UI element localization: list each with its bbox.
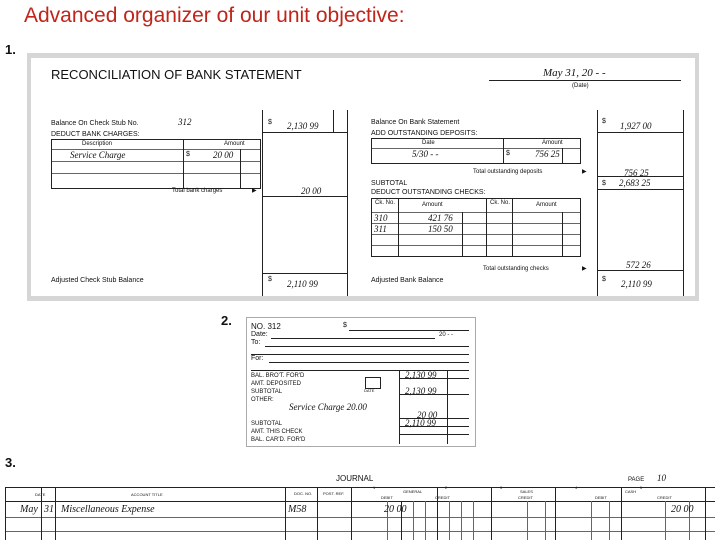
column-number: 3 — [500, 485, 503, 490]
deposit-date-caption: DATE — [364, 388, 375, 393]
doc-no-column-header: DOC. NO. — [294, 491, 313, 496]
journal-title: JOURNAL — [336, 474, 374, 483]
subtotal-label: SUBTOTAL — [371, 180, 408, 187]
bank-statement-balance-label: Balance On Bank Statement — [371, 119, 460, 126]
check-row-no: 310 — [374, 213, 388, 223]
stub-other-value: 20 00 — [417, 410, 438, 420]
journal-entry-day: 31 — [44, 504, 54, 515]
reconciliation-date: May 31, 20 - - — [543, 67, 606, 79]
journal-entry-cash-credit: 20 00 — [671, 504, 694, 515]
stub-year-suffix: 20 - - — [439, 332, 454, 338]
journal-table — [5, 487, 715, 540]
adjusted-check-stub-amount: 2,110 99 — [287, 279, 318, 289]
journal-entry-general-debit: 20 00 — [384, 504, 407, 515]
amount-deposited-label: AMT. DEPOSITED — [251, 381, 302, 387]
stub-subtotal-value: 2,130 99 — [405, 386, 437, 396]
column-number: 2 — [445, 485, 448, 490]
total-checks-amount: 572 26 — [626, 260, 651, 270]
stub-number: NO. 312 — [251, 322, 281, 331]
outstanding-checks-table — [371, 198, 581, 257]
deposit-amount: 756 25 — [535, 149, 560, 159]
journal-page-number: 10 — [657, 473, 666, 483]
bal-brought-forward-value: 2,130 99 — [405, 370, 437, 380]
credit-column-header: CREDIT — [657, 495, 672, 500]
service-charge-description: Service Charge — [70, 150, 126, 160]
journal-entry-account: Miscellaneous Expense — [61, 504, 155, 515]
check-number-header: Ck. No. — [490, 200, 511, 206]
arrow-icon: ▶ — [582, 266, 587, 272]
amount-header: Amount — [224, 141, 245, 147]
description-header: Description — [82, 141, 113, 147]
date-caption: (Date) — [572, 83, 589, 89]
check-row-no: 311 — [374, 224, 387, 234]
check-stub-number: 312 — [178, 117, 192, 127]
stub-other-label: OTHER: — [251, 397, 274, 403]
dollar-sign: $ — [343, 322, 347, 329]
total-checks-label: Total outstanding checks — [483, 266, 549, 272]
section-number-3: 3. — [5, 455, 16, 470]
check-stub — [246, 317, 476, 447]
deduct-outstanding-checks-heading: DEDUCT OUTSTANDING CHECKS: — [371, 189, 486, 196]
page-heading: Advanced organizer of our unit objective: — [24, 4, 405, 27]
check-row-amount: 421 76 — [428, 213, 453, 223]
check-stub-balance-label: Balance On Check Stub No. — [51, 120, 139, 127]
dollar-sign: $ — [602, 276, 606, 283]
deduct-bank-charges-heading: DEDUCT BANK CHARGES: — [51, 131, 140, 138]
cash-column-header: CASH — [625, 489, 637, 494]
add-outstanding-deposits-heading: ADD OUTSTANDING DEPOSITS: — [371, 130, 478, 137]
dollar-sign: $ — [268, 276, 272, 283]
journal-entry-doc: M58 — [288, 504, 307, 515]
account-title-column-header: ACCOUNT TITLE — [131, 492, 163, 497]
bank-charges-table — [51, 139, 261, 189]
stub-subtotal2-label: SUBTOTAL — [251, 421, 283, 427]
post-ref-column-header: POST. REF. — [323, 491, 345, 496]
journal-page-label: PAGE — [628, 477, 645, 483]
amount-header: Amount — [422, 202, 443, 208]
adjusted-bank-balance-amount: 2,110 99 — [621, 279, 652, 289]
outstanding-deposits-table — [371, 138, 581, 164]
stub-subtotal-label: SUBTOTAL — [251, 389, 283, 395]
bank-statement-balance-amount: 1,927 00 — [620, 121, 652, 131]
dollar-sign: $ — [602, 118, 606, 125]
check-row-amount: 150 50 — [428, 224, 453, 234]
deposit-date: 5/30 - - — [412, 149, 439, 159]
column-number: 4 — [575, 485, 578, 490]
subtotal-amount: 2,683 25 — [619, 178, 651, 188]
adjusted-check-stub-label: Adjusted Check Stub Balance — [51, 277, 144, 284]
general-column-header: GENERAL — [403, 489, 423, 494]
credit-column-header: CREDIT — [435, 495, 450, 500]
bank-reconciliation-form — [27, 53, 699, 301]
arrow-icon: ▶ — [252, 188, 257, 194]
column-number: 5 — [640, 485, 643, 490]
amount-header: Amount — [536, 202, 557, 208]
date-column-header: DATE — [35, 492, 46, 497]
debit-column-header: DEBIT — [595, 495, 607, 500]
bal-brought-forward-label: BAL. BRO'T. FOR'D — [251, 373, 305, 379]
column-number: 1 — [373, 485, 376, 490]
dollar-sign: $ — [506, 150, 510, 157]
reconciliation-title: RECONCILIATION OF BANK STATEMENT — [51, 67, 302, 82]
stub-for-label: For: — [251, 355, 264, 362]
amount-this-check-label: AMT. THIS CHECK — [251, 429, 303, 435]
total-deposits-amount: 756 25 — [624, 168, 649, 178]
dollar-sign: $ — [602, 180, 606, 187]
credit-column-header: CREDIT — [518, 495, 533, 500]
total-bank-charges-label: Total bank charges — [172, 188, 223, 194]
total-bank-charges-amount: 20 00 — [301, 186, 322, 196]
amount-header: Amount — [542, 140, 563, 146]
section-number-2: 2. — [221, 313, 232, 328]
check-number-header: Ck. No. — [375, 200, 396, 206]
stub-date-label: Date: — [251, 331, 268, 338]
dollar-sign: $ — [268, 119, 272, 126]
stub-subtotal2-value: 2,110 99 — [405, 418, 436, 428]
dollar-sign: $ — [186, 151, 190, 158]
adjusted-bank-balance-label: Adjusted Bank Balance — [371, 277, 444, 284]
arrow-icon: ▶ — [582, 169, 587, 175]
stub-to-label: To: — [251, 339, 261, 346]
total-deposits-label: Total outstanding deposits — [473, 169, 543, 175]
stub-other-note: Service Charge 20.00 — [289, 402, 367, 412]
debit-column-header: DEBIT — [381, 495, 393, 500]
bal-carried-forward-label: BAL. CAR'D. FOR'D — [251, 437, 306, 443]
sales-column-header: SALES — [520, 489, 533, 494]
journal-entry-month: May — [20, 504, 38, 515]
check-stub-balance-amount: 2,130 99 — [287, 121, 319, 131]
section-number-1: 1. — [5, 42, 16, 57]
service-charge-amount: 20 00 — [213, 150, 234, 160]
date-header: Date — [422, 140, 435, 146]
